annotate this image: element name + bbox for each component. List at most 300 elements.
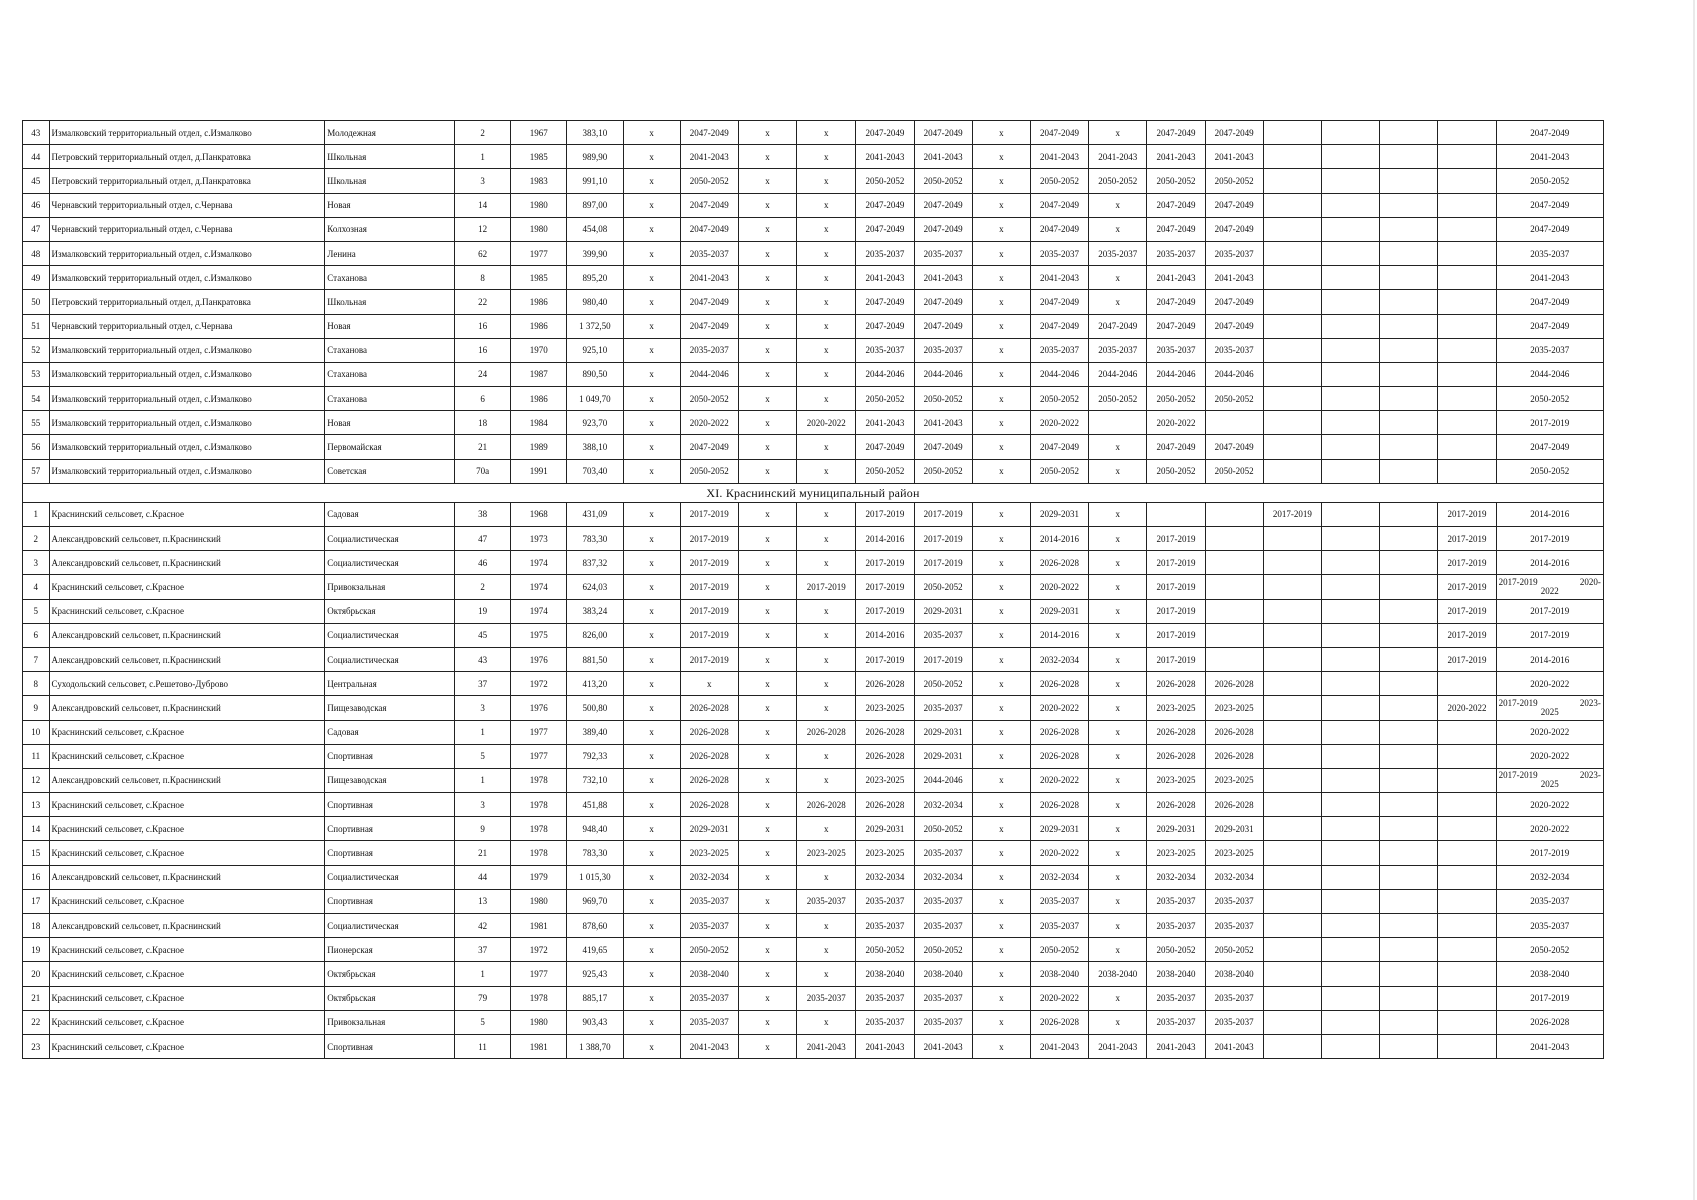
table-cell: x <box>797 193 856 217</box>
table-cell: 451,88 <box>567 793 623 817</box>
table-cell: x <box>972 938 1030 962</box>
table-cell: 2026-2028 <box>1496 1010 1603 1034</box>
table-cell: 2017-2019 <box>1438 623 1496 647</box>
settlement-cell: Петровский территориальный отдел, д.Панкратовка <box>49 169 325 193</box>
table-cell: 2029-2031 <box>1205 817 1263 841</box>
table-cell: 2026-2028 <box>1147 672 1205 696</box>
settlement-cell: Краснинский сельсовет, с.Красное <box>49 938 325 962</box>
table-cell: x <box>972 527 1030 551</box>
settlement-cell: Измалковский территориальный отдел, с.Измалково <box>49 266 325 290</box>
table-cell: x <box>738 986 796 1010</box>
table-cell: x <box>738 121 796 145</box>
table-cell <box>1263 459 1321 483</box>
table-row <box>23 817 1604 841</box>
table-cell <box>1147 502 1205 526</box>
table-cell: 2044-2046 <box>1089 362 1147 386</box>
table-cell: 2047-2049 <box>856 435 914 459</box>
table-cell: 2023-2025 <box>1147 696 1205 720</box>
settlement-cell: Краснинский сельсовет, с.Красное <box>49 889 325 913</box>
table-cell: 2026-2028 <box>680 744 738 768</box>
table-cell: 2047-2049 <box>1496 290 1603 314</box>
settlement-cell: Краснинский сельсовет, с.Красное <box>49 599 325 623</box>
table-cell: 2017-2019 <box>914 551 972 575</box>
row-number-cell: 53 <box>23 362 50 386</box>
table-cell <box>1263 696 1321 720</box>
table-cell: x <box>1089 817 1147 841</box>
table-cell <box>1438 1034 1496 1058</box>
table-cell <box>1089 411 1147 435</box>
table-cell: 383,10 <box>567 121 623 145</box>
table-cell: 2023-2025 <box>797 841 856 865</box>
table-cell: x <box>797 241 856 265</box>
table-cell: 2017-2019 <box>1438 575 1496 599</box>
table-cell: x <box>623 241 680 265</box>
table-cell: 43 <box>455 647 511 671</box>
table-cell <box>1380 502 1438 526</box>
table-row <box>23 145 1604 169</box>
table-cell: 1981 <box>511 1034 567 1058</box>
table-row <box>23 193 1604 217</box>
table-cell: 2035-2037 <box>797 986 856 1010</box>
street-cell: Советская <box>325 459 455 483</box>
table-cell: x <box>623 266 680 290</box>
table-cell <box>1438 1010 1496 1034</box>
row-number-cell: 48 <box>23 241 50 265</box>
street-cell: Социалистическая <box>325 914 455 938</box>
settlement-cell: Измалковский территориальный отдел, с.Измалково <box>49 362 325 386</box>
table-cell: x <box>972 459 1030 483</box>
table-cell: x <box>738 459 796 483</box>
table-cell: 2047-2049 <box>914 217 972 241</box>
table-cell: x <box>623 1010 680 1034</box>
table-cell: 2041-2043 <box>1147 266 1205 290</box>
table-cell <box>1321 1034 1379 1058</box>
table-cell: x <box>972 290 1030 314</box>
table-cell: 2035-2037 <box>1030 338 1088 362</box>
table-cell: 2026-2028 <box>856 793 914 817</box>
table-cell: 2047-2049 <box>1147 193 1205 217</box>
table-cell: x <box>1089 527 1147 551</box>
table-cell: 2044-2046 <box>914 362 972 386</box>
table-cell: 989,90 <box>567 145 623 169</box>
table-cell: 2044-2046 <box>1030 362 1088 386</box>
table-cell: 2017-2019 <box>1496 527 1603 551</box>
table-cell: 1 388,70 <box>567 1034 623 1058</box>
table-cell: 2050-2052 <box>856 459 914 483</box>
table-cell: 2023-2025 <box>1205 696 1263 720</box>
table-cell <box>1321 411 1379 435</box>
table-cell <box>1438 889 1496 913</box>
table-cell: x <box>797 217 856 241</box>
table-cell: x <box>1089 865 1147 889</box>
table-cell: 2047-2049 <box>1030 314 1088 338</box>
street-cell: Новая <box>325 193 455 217</box>
table-cell: 1980 <box>511 889 567 913</box>
row-number-cell: 6 <box>23 623 50 647</box>
table-cell: 2041-2043 <box>680 145 738 169</box>
table-cell: 2041-2043 <box>1496 145 1603 169</box>
row-number-cell: 10 <box>23 720 50 744</box>
table-cell <box>1380 145 1438 169</box>
table-cell: 2050-2052 <box>1147 459 1205 483</box>
table-cell <box>1205 647 1263 671</box>
table-cell: 2047-2049 <box>856 217 914 241</box>
table-cell: 2035-2037 <box>1205 914 1263 938</box>
table-cell: x <box>1089 623 1147 647</box>
table-cell: x <box>1089 502 1147 526</box>
table-cell <box>1263 623 1321 647</box>
table-row <box>23 768 1604 792</box>
table-cell: x <box>797 314 856 338</box>
table-cell: 1973 <box>511 527 567 551</box>
table-cell: x <box>738 1034 796 1058</box>
table-cell: 2035-2037 <box>1089 338 1147 362</box>
settlement-cell: Александровский сельсовет, п.Краснинский <box>49 551 325 575</box>
table-cell <box>1263 241 1321 265</box>
table-cell: 2020-2022 <box>1147 411 1205 435</box>
table-cell: x <box>738 793 796 817</box>
table-cell: 1991 <box>511 459 567 483</box>
table-cell: 2038-2040 <box>1030 962 1088 986</box>
table-cell: x <box>972 696 1030 720</box>
table-cell <box>1263 1010 1321 1034</box>
table-cell <box>1321 362 1379 386</box>
table-row <box>23 217 1604 241</box>
table-cell: 2032-2034 <box>1205 865 1263 889</box>
table-cell: 2029-2031 <box>914 744 972 768</box>
table-cell: 2017-2019 <box>1438 527 1496 551</box>
table-cell: 1 <box>455 145 511 169</box>
table-cell <box>1380 1034 1438 1058</box>
table-cell: 2050-2052 <box>1089 387 1147 411</box>
table-cell: 2023-2025 <box>680 841 738 865</box>
table-cell: 2044-2046 <box>1147 362 1205 386</box>
table-cell <box>1321 986 1379 1010</box>
table-cell: x <box>1089 986 1147 1010</box>
table-cell: x <box>797 599 856 623</box>
table-cell <box>1438 314 1496 338</box>
table-cell: 1985 <box>511 266 567 290</box>
table-cell: 2017-2019 <box>914 527 972 551</box>
table-cell: 2035-2037 <box>680 986 738 1010</box>
table-cell <box>1380 623 1438 647</box>
table-cell <box>1438 793 1496 817</box>
table-cell: x <box>797 338 856 362</box>
table-cell <box>1321 696 1379 720</box>
table-cell: 2020-2022 <box>1030 575 1088 599</box>
table-cell: x <box>1089 121 1147 145</box>
street-cell: Социалистическая <box>325 551 455 575</box>
table-cell: 2047-2049 <box>1496 193 1603 217</box>
table-cell: 37 <box>455 938 511 962</box>
table-cell: 2035-2037 <box>680 889 738 913</box>
table-cell: 2050-2052 <box>1205 169 1263 193</box>
table-cell: x <box>623 527 680 551</box>
street-cell: Октябрьская <box>325 599 455 623</box>
street-cell: Октябрьская <box>325 962 455 986</box>
table-cell: x <box>972 793 1030 817</box>
table-cell: 2038-2040 <box>680 962 738 986</box>
table-cell: x <box>972 362 1030 386</box>
table-cell <box>1321 938 1379 962</box>
section-title: XI. Краснинский муниципальный район <box>23 483 1604 502</box>
table-cell <box>1438 744 1496 768</box>
table-cell: 2050-2052 <box>914 938 972 962</box>
table-cell: 2026-2028 <box>1205 744 1263 768</box>
street-cell: Центральная <box>325 672 455 696</box>
table-row <box>23 1010 1604 1034</box>
table-cell: 21 <box>455 841 511 865</box>
settlement-cell: Александровский сельсовет, п.Краснинский <box>49 623 325 647</box>
table-cell <box>1438 986 1496 1010</box>
table-cell: x <box>623 696 680 720</box>
table-cell: x <box>623 889 680 913</box>
settlement-cell: Измалковский территориальный отдел, с.Измалково <box>49 241 325 265</box>
table-cell <box>1321 672 1379 696</box>
table-cell: 2050-2052 <box>680 387 738 411</box>
table-cell: 2047-2049 <box>914 193 972 217</box>
row-number-cell: 45 <box>23 169 50 193</box>
street-cell: Новая <box>325 411 455 435</box>
table-cell: x <box>623 435 680 459</box>
table-cell: 2035-2037 <box>1496 889 1603 913</box>
table-cell: x <box>972 387 1030 411</box>
table-cell: 2035-2037 <box>914 914 972 938</box>
table-cell: 2020-2022 <box>1496 793 1603 817</box>
table-cell: x <box>623 672 680 696</box>
table-cell: 2020-2022 <box>1496 744 1603 768</box>
table-cell: x <box>623 841 680 865</box>
table-cell <box>1380 672 1438 696</box>
table-cell: 2026-2028 <box>1030 720 1088 744</box>
table-cell <box>1321 387 1379 411</box>
row-number-cell: 46 <box>23 193 50 217</box>
table-cell: x <box>1089 768 1147 792</box>
table-cell: 1981 <box>511 914 567 938</box>
table-cell <box>1438 241 1496 265</box>
settlement-cell: Краснинский сельсовет, с.Красное <box>49 502 325 526</box>
table-cell: 11 <box>455 1034 511 1058</box>
settlement-cell: Краснинский сельсовет, с.Красное <box>49 962 325 986</box>
table-cell: 2035-2037 <box>914 338 972 362</box>
table-cell: 1976 <box>511 647 567 671</box>
table-cell: 2017-2019 <box>914 647 972 671</box>
table-row <box>23 889 1604 913</box>
table-cell: 2047-2049 <box>680 435 738 459</box>
table-cell: x <box>797 362 856 386</box>
table-cell: x <box>797 768 856 792</box>
table-cell: 1978 <box>511 793 567 817</box>
settlement-cell: Краснинский сельсовет, с.Красное <box>49 841 325 865</box>
row-number-cell: 51 <box>23 314 50 338</box>
table-cell: x <box>797 527 856 551</box>
settlement-cell: Александровский сельсовет, п.Краснинский <box>49 865 325 889</box>
table-cell: 837,32 <box>567 551 623 575</box>
table-cell <box>1321 841 1379 865</box>
table-cell: 2047-2049 <box>914 314 972 338</box>
table-cell: x <box>797 817 856 841</box>
table-cell: 2050-2052 <box>856 169 914 193</box>
table-cell: 2023-2025 <box>856 841 914 865</box>
table-cell <box>1438 121 1496 145</box>
table-cell: 2047-2049 <box>1205 290 1263 314</box>
table-row <box>23 121 1604 145</box>
table-cell: 37 <box>455 672 511 696</box>
table-cell: x <box>1089 266 1147 290</box>
table-cell <box>1380 193 1438 217</box>
table-cell <box>1263 647 1321 671</box>
table-cell: 1980 <box>511 1010 567 1034</box>
table-cell: x <box>738 241 796 265</box>
table-cell: 980,40 <box>567 290 623 314</box>
table-cell: x <box>797 696 856 720</box>
table-cell: x <box>797 962 856 986</box>
table-cell: 45 <box>455 623 511 647</box>
table-cell: 783,30 <box>567 841 623 865</box>
table-cell: 2047-2049 <box>1089 314 1147 338</box>
table-cell: x <box>797 1010 856 1034</box>
table-cell: 12 <box>455 217 511 241</box>
table-row <box>23 647 1604 671</box>
table-cell: 2047-2049 <box>1030 193 1088 217</box>
table-cell: x <box>797 290 856 314</box>
table-cell: 2032-2034 <box>914 793 972 817</box>
table-cell: x <box>972 841 1030 865</box>
table-cell: x <box>972 217 1030 241</box>
table-cell: 1985 <box>511 145 567 169</box>
table-cell: 13 <box>455 889 511 913</box>
table-cell: 2035-2037 <box>1147 338 1205 362</box>
table-cell: x <box>623 575 680 599</box>
street-cell: Привокзальная <box>325 1010 455 1034</box>
table-cell: 2026-2028 <box>680 768 738 792</box>
table-cell: 885,17 <box>567 986 623 1010</box>
table-cell: 948,40 <box>567 817 623 841</box>
row-number-cell: 4 <box>23 575 50 599</box>
settlement-cell: Александровский сельсовет, п.Краснинский <box>49 768 325 792</box>
table-cell: x <box>972 672 1030 696</box>
street-cell: Первомайская <box>325 435 455 459</box>
table-cell: 1978 <box>511 817 567 841</box>
table-cell: 2035-2037 <box>914 623 972 647</box>
table-cell <box>1321 865 1379 889</box>
table-cell <box>1380 314 1438 338</box>
table-cell: 2050-2052 <box>1496 387 1603 411</box>
table-cell: 2017-2019 <box>797 575 856 599</box>
table-cell <box>1321 169 1379 193</box>
table-cell <box>1205 527 1263 551</box>
table-cell: 2014-2016 <box>1496 551 1603 575</box>
table-cell: x <box>623 793 680 817</box>
table-cell: 2020-2022 <box>680 411 738 435</box>
table-cell: x <box>1089 551 1147 575</box>
table-cell <box>1321 599 1379 623</box>
row-number-cell: 47 <box>23 217 50 241</box>
table-cell <box>1263 575 1321 599</box>
street-cell: Новая <box>325 314 455 338</box>
table-cell: 5 <box>455 1010 511 1034</box>
table-cell: 419,65 <box>567 938 623 962</box>
table-cell: 1978 <box>511 986 567 1010</box>
table-cell: x <box>738 502 796 526</box>
table-body-section-xi <box>23 502 1604 1058</box>
table-cell: x <box>972 1034 1030 1058</box>
street-cell: Стаханова <box>325 338 455 362</box>
table-cell: 2035-2037 <box>1205 1010 1263 1034</box>
settlement-cell: Суходольский сельсовет, с.Решетово-Дуброво <box>49 672 325 696</box>
table-cell: 2050-2052 <box>1496 938 1603 962</box>
table-cell: 2035-2037 <box>1147 889 1205 913</box>
table-cell <box>1321 647 1379 671</box>
table-row <box>23 865 1604 889</box>
table-cell <box>1321 768 1379 792</box>
table-cell: x <box>623 986 680 1010</box>
settlement-cell: Александровский сельсовет, п.Краснинский <box>49 914 325 938</box>
table-cell <box>1438 914 1496 938</box>
table-cell <box>1263 914 1321 938</box>
table-cell: 2035-2037 <box>914 841 972 865</box>
table-cell <box>1380 768 1438 792</box>
table-cell: 2017-2019 <box>1496 986 1603 1010</box>
table-cell <box>1321 551 1379 575</box>
table-cell: 2050-2052 <box>914 169 972 193</box>
table-cell: 2047-2049 <box>1030 435 1088 459</box>
table-cell: 2017-2019 <box>1496 599 1603 623</box>
table-cell: 2035-2037 <box>680 338 738 362</box>
street-cell: Октябрьская <box>325 986 455 1010</box>
table-cell: x <box>797 145 856 169</box>
table-cell <box>1438 193 1496 217</box>
table-cell: 2038-2040 <box>914 962 972 986</box>
table-cell <box>1263 962 1321 986</box>
table-row <box>23 527 1604 551</box>
settlement-cell: Краснинский сельсовет, с.Красное <box>49 793 325 817</box>
table-cell: 2014-2016 <box>1496 502 1603 526</box>
street-cell: Школьная <box>325 290 455 314</box>
settlement-cell: Краснинский сельсовет, с.Красное <box>49 575 325 599</box>
table-cell <box>1380 362 1438 386</box>
street-cell: Социалистическая <box>325 647 455 671</box>
table-cell: 2017-2019 <box>1147 647 1205 671</box>
settlement-cell: Александровский сельсовет, п.Краснинский <box>49 647 325 671</box>
table-cell: 2020-2022 <box>1030 696 1088 720</box>
table-cell: 1978 <box>511 768 567 792</box>
table-cell: 16 <box>455 338 511 362</box>
table-cell: 991,10 <box>567 169 623 193</box>
table-cell: 2 <box>455 575 511 599</box>
table-cell: 2035-2037 <box>1496 338 1603 362</box>
table-row <box>23 241 1604 265</box>
row-number-cell: 7 <box>23 647 50 671</box>
street-cell: Пионерская <box>325 938 455 962</box>
table-cell: x <box>738 193 796 217</box>
table-cell: 2029-2031 <box>914 599 972 623</box>
table-cell <box>1438 266 1496 290</box>
table-cell: x <box>797 623 856 647</box>
table-cell <box>1263 314 1321 338</box>
table-row <box>23 435 1604 459</box>
table-cell: 2050-2052 <box>1496 169 1603 193</box>
scan-edge <box>1693 0 1695 1200</box>
table-cell: x <box>797 387 856 411</box>
table-row <box>23 266 1604 290</box>
table-cell <box>1321 502 1379 526</box>
table-cell: 2017-2019 2020-2022 <box>1496 575 1603 599</box>
table-cell <box>1380 720 1438 744</box>
table-cell: x <box>738 962 796 986</box>
table-cell <box>1263 817 1321 841</box>
table-cell <box>1263 1034 1321 1058</box>
